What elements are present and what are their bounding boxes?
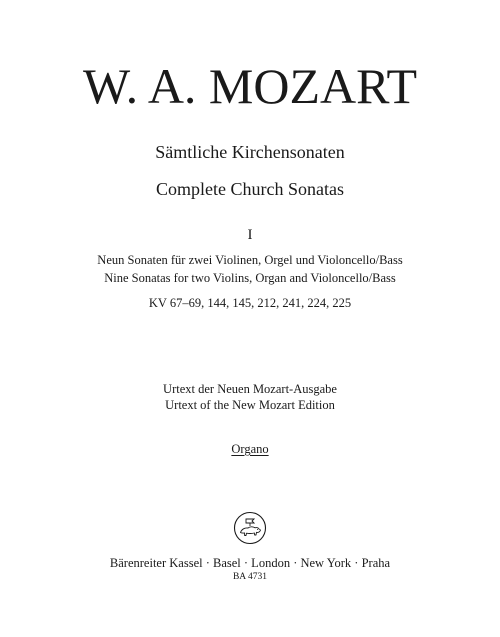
catalog-id: BA 4731 <box>232 572 268 582</box>
title-english: Complete Church Sonatas <box>156 179 344 199</box>
edition-german: Urtext der Neuen Mozart-Ausgabe <box>163 382 337 396</box>
kv-catalog-numbers: KV 67–69, 144, 145, 212, 241, 224, 225 <box>148 296 352 310</box>
edition-english: Urtext of the New Mozart Edition <box>165 398 335 412</box>
composer-name: W. A. MOZART <box>82 58 418 114</box>
subtitle-german: Neun Sonaten für zwei Violinen, Orgel und Violoncello/Bass <box>97 253 403 267</box>
volume-number: I <box>247 227 253 243</box>
part-label <box>0 441 500 457</box>
part-name: Organo <box>231 442 269 456</box>
publisher-line: Bärenreiter Kassel · Basel · London · New York · Praha <box>109 556 391 570</box>
subtitle-english: Nine Sonatas for two Violins, Organ and Violoncello/Bass <box>104 271 396 285</box>
title-german: Sämtliche Kirchensonaten <box>155 142 345 162</box>
baerenreiter-bear-logo-icon <box>233 511 267 545</box>
